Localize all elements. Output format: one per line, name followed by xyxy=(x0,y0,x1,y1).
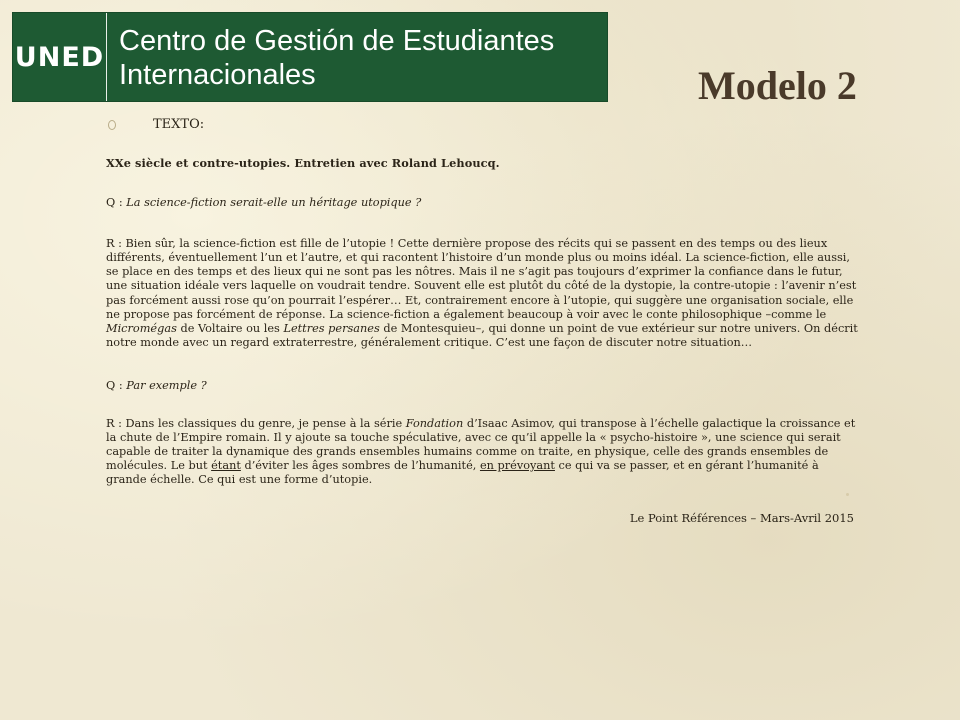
banner-title-line1: Centro de Gestión de Estudiantes xyxy=(119,25,555,57)
uned-logo[interactable] xyxy=(13,13,107,101)
bullet-circle-icon xyxy=(108,120,116,130)
source-citation: Le Point Références – Mars-Avril 2015 xyxy=(629,510,854,525)
answer-2-emphasis: les classiques du genre xyxy=(157,417,292,431)
question-2 xyxy=(106,379,858,393)
banner-title-line2: Internacionales xyxy=(119,59,316,91)
answer-1-part3: de Montesquieu–, qui donne un point de vue extérieur sur notre univers. On décrit notre monde avec un regard extraterrestre, généralement critique. C’est une façon de discuter notre situation… xyxy=(106,321,858,349)
answer-2-part1: R : Dans xyxy=(106,417,158,431)
bullet-item xyxy=(108,117,204,132)
answer-2-part3: d’Isaac Asimov, qui transpose à l’échelle galactique la croissance et la chute de l’Empire romain. Il y ajoute sa touche spéculative, avec ce qu’il appelle la « psycho-histoire », une science qui serait capable de traiter la dynamique des grands ensembles humains comme on traite, en physique, celle des grands ensembles de molécules. Le but xyxy=(106,417,856,473)
article-heading: XXe siècle et contre-utopies. Entretien avec Roland Lehoucq. xyxy=(106,156,500,170)
answer-1-part2: de Voltaire ou les xyxy=(176,321,284,335)
book-title-lettres-persanes: Lettres persanes xyxy=(283,321,380,335)
slide-title: Modelo 2 xyxy=(698,63,857,108)
question-2-text: Par exemple ? xyxy=(126,378,207,392)
logo-text: UNED xyxy=(14,41,105,73)
question-prefix: Q : xyxy=(106,196,127,210)
bullet-label: TEXTO: xyxy=(153,117,205,132)
banner-title xyxy=(107,13,554,101)
underlined-word-etant: étant xyxy=(211,459,241,473)
book-title-fondation: Fondation xyxy=(405,417,464,431)
answer-1 xyxy=(106,237,858,350)
answer-2-part5: ce qui va se passer, et en gérant l’humanité à grande échelle. Ce qui est une forme d’utopie. xyxy=(106,459,819,487)
book-title-micromegas: Micromégas xyxy=(106,321,177,335)
article-body xyxy=(106,156,858,525)
underlined-phrase-en-prevoyant: en prévoyant xyxy=(479,459,555,473)
answer-2-part2: , je pense à la série xyxy=(291,417,406,431)
answer-2 xyxy=(106,417,858,487)
question-1-text: La science-fiction serait-elle un héritage utopique ? xyxy=(126,196,422,210)
answer-1-part1: R : Bien sûr, la science-fiction est fille de l’utopie ! Cette dernière propose des récits qui se passent en des temps ou des lieux différents, éventuellement l’un et l’autre, et qui racontent l’histoire d’un monde plus ou moins idéal. La science-fiction, elle aussi, se place en des temps et des lieux qui ne sont pas les nôtres. Mais il ne s’agit pas toujours d’exprimer la confiance dans le futur, une situation idéale vers laquelle on voudrait tendre. Souvent elle est plutôt du côté de la dystopie, la contre-utopie : l’avenir n’est pas forcément aussi rose qu’on pourrait l’espérer… Et, contrairement encore à l’utopie, qui suggère une organisation sociale, elle ne propose pas forcément de réponse. La science-fiction a également beaucoup à voir avec le conte philosophique –comme le xyxy=(106,237,857,321)
header-banner xyxy=(12,12,608,102)
question-prefix: Q : xyxy=(106,378,127,392)
decorative-dot xyxy=(846,493,849,496)
answer-2-part4: d’éviter les âges sombres de l’humanité, xyxy=(240,459,480,473)
question-1 xyxy=(106,196,858,210)
